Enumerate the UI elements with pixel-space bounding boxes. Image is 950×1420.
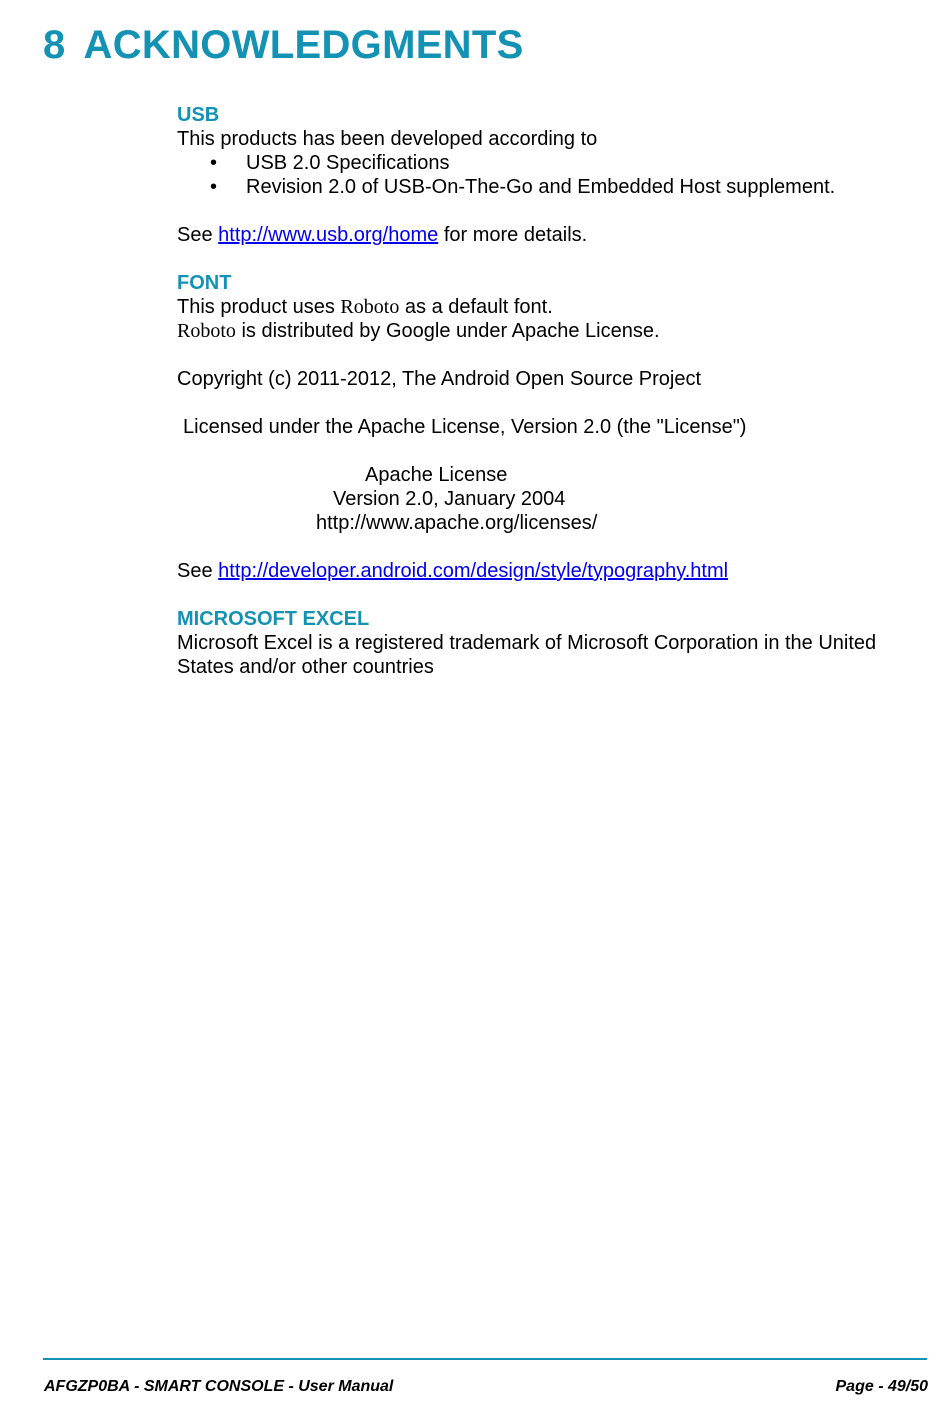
footer-document-title: AFGZP0BA - SMART CONSOLE - User Manual — [44, 1378, 394, 1395]
bullet-icon: • — [210, 152, 218, 174]
chapter-title-text: ACKNOWLEDGMENTS — [83, 23, 524, 67]
apache-version: Version 2.0, January 2004 — [333, 488, 566, 510]
usb-heading: USB — [177, 104, 220, 126]
excel-heading: MICROSOFT EXCEL — [177, 608, 370, 630]
usb-see-line — [177, 223, 917, 247]
font-see-prefix: See — [177, 560, 219, 582]
font-section — [177, 271, 917, 583]
usb-see-prefix: See — [177, 224, 219, 246]
usb-intro: This products has been developed according to — [177, 128, 598, 150]
font-line-1 — [177, 295, 917, 319]
font-line-1-prefix: This product uses — [177, 296, 341, 318]
licensed-line: Licensed under the Apache License, Version 2.0 (the "License") — [183, 416, 747, 438]
font-line-1-suffix: as a default font. — [399, 296, 553, 318]
footer-divider — [43, 1358, 927, 1360]
usb-see-suffix: for more details. — [438, 224, 588, 246]
usb-link[interactable]: http://www.usb.org/home — [218, 224, 439, 246]
list-item-text: USB 2.0 Specifications — [246, 152, 450, 174]
list-item — [177, 175, 917, 199]
usb-section — [177, 103, 917, 247]
apache-title: Apache License — [365, 464, 508, 486]
excel-text: Microsoft Excel is a registered trademark of Microsoft Corporation in the United States and/or other countries — [177, 632, 877, 678]
font-line-2 — [177, 319, 917, 343]
typography-link[interactable]: http://developer.android.com/design/style/typography.html — [218, 560, 729, 582]
font-see-line — [177, 559, 917, 583]
list-item — [177, 151, 917, 175]
chapter-number: 8 — [43, 23, 66, 67]
footer-page-number: Page - 49/50 — [835, 1378, 928, 1395]
bullet-icon: • — [210, 176, 218, 198]
excel-section — [177, 607, 917, 679]
chapter-title — [43, 22, 524, 68]
font-name: Roboto — [177, 320, 236, 342]
page-content — [177, 103, 917, 679]
font-name: Roboto — [340, 296, 400, 318]
list-item-text: Revision 2.0 of USB-On-The-Go and Embedded Host supplement. — [246, 176, 836, 198]
apache-url: http://www.apache.org/licenses/ — [316, 512, 598, 534]
usb-bullet-list — [177, 151, 917, 199]
font-line-2-suffix: is distributed by Google under Apache License. — [235, 320, 660, 342]
font-heading: FONT — [177, 272, 232, 294]
copyright-line: Copyright (c) 2011-2012, The Android Open Source Project — [177, 368, 702, 390]
